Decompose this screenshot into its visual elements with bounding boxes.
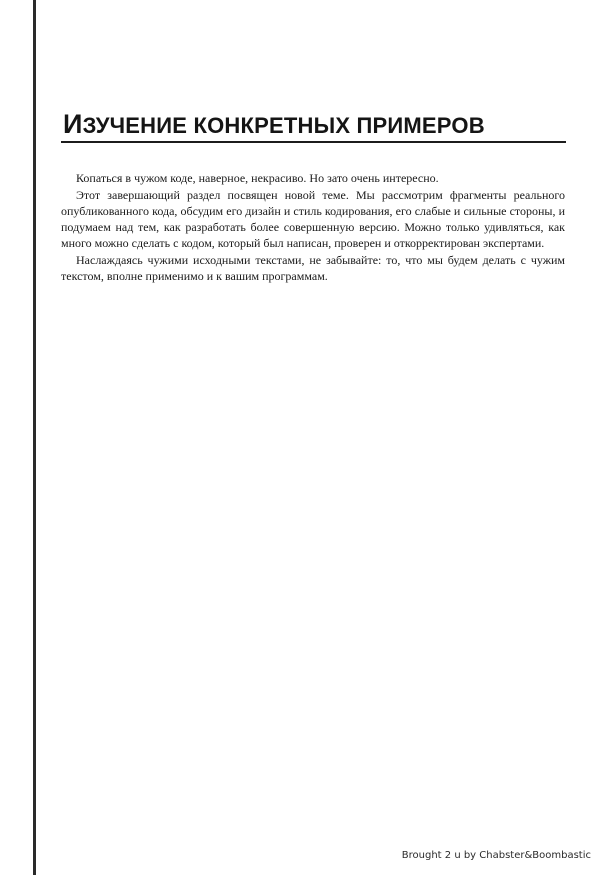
paragraph-2: Этот завершающий раздел посвящен новой теме. Мы рассмотрим фрагменты реального опубликованного кода, обсудим его дизайн и стиль кодирования, его слабые и сильные стороны, и подумаем над тем, как разработать более совершенную версию. Можно только удивляться, как много можно сделать с кодом, который был написан, проверен и откорректирован экспертами.	[61, 188, 565, 250]
paragraph-1: Копаться в чужом коде, наверное, некрасиво. Но зато очень интересно.	[76, 171, 439, 185]
paragraph-3: Наслаждаясь чужими исходными текстами, не забывайте: то, что мы будем делать с чужим текстом, вполне применимо и к вашим программам.	[61, 253, 565, 283]
section-title-rest: ЗУЧЕНИЕ КОНКРЕТНЫХ ПРИМЕРОВ	[82, 113, 485, 138]
title-underline	[61, 141, 566, 143]
section-title-initial: И	[63, 109, 83, 139]
scan-credit: Brought 2 u by Chabster&Boombastic	[401, 850, 591, 861]
section-title	[63, 109, 485, 140]
section-body	[61, 170, 565, 284]
binding-edge-line	[33, 0, 36, 875]
